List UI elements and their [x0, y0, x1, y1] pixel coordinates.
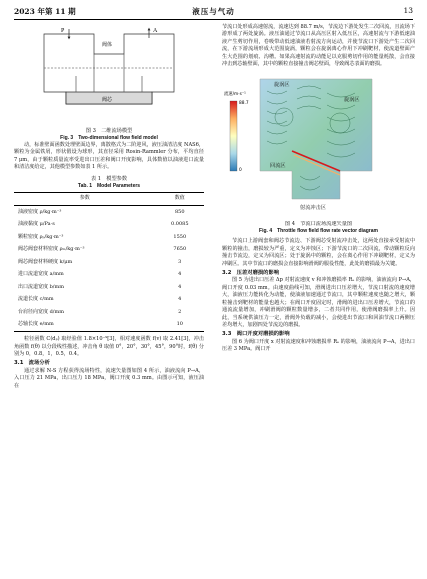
table-row	[14, 281, 204, 294]
right-paragraph-2: 节流口上游阀套和阀芯节流边、下游阀芯受射流冲击处，这两处直接承受射流中颗粒的撞击，磨损较为严重，定义为冲蚀区；下游节流口的二次回流，带动颗粒反向撞击节流边，定义为回流区；处于旋涡中的颗粒，会在离心作用下冲刷靶材，定义为冲刷区。其中节流口的磨损会直接影响滑阀的服役性能，此处的磨损最为关键。	[222, 238, 415, 267]
issue-label: 2023 年第 11 期	[14, 7, 76, 16]
left-column	[14, 24, 204, 390]
table1-title-en: Tab. 1 Model Parameters	[77, 182, 141, 189]
section-3-1-heading: 3.1 流场分析	[14, 360, 50, 367]
fig4-caption-en: Fig. 4 Throttle flow field flow rate vector diagram	[259, 228, 378, 235]
param-name: 颗粒密度 ρₚ/kg·m⁻³	[18, 233, 64, 240]
legend-min: 0	[239, 168, 242, 174]
table-row	[14, 219, 204, 232]
right-paragraph-3: 图 5 为进出口压差 Δp 对射流速度 v 和冲蚀磨损率 Rₑ 的影响，油液流向 P→A，阀口开度 0.03 mm。由速度曲线可知，滑阀进出口压差增大，节流口射流的速度增大，油液压力能转化为动能，使油液加速通过节流口，其中颗粒速度也随之增大，颗粒撞击到靶材的能量也越大；在阀口开度固定时，滑阀的进出口压差增大，节流口的通流流量增加，冲刷滑阀的颗粒数量增多，二者共同作用，使滑阀磨损率上升。因此，当系统供油压力一定，滑阀外负载的减小，会使进出节流口和回油节流口两侧压差均增大，加剧四处节流边的磨损。	[222, 277, 415, 328]
param-value: 4	[178, 296, 182, 303]
legend-max: 88.7	[239, 101, 249, 107]
journal-title: 液压与气动	[192, 7, 235, 16]
section-3-3-heading: 3.3 阀口开度对磨损的影响	[222, 331, 290, 338]
param-name: 出口流道宽度 b/mm	[18, 283, 64, 290]
table-row	[14, 319, 204, 332]
param-name: 油液密度 ρ/kg·m⁻³	[18, 208, 62, 215]
left-paragraph-3: 通过求解 N-S 方程获得流场特性，流速矢量图如图 4 所示，油液流向 P→A，入口压力 21 MPa，出口压力 18 MPa，阀口开度 0.3 mm。由图示可知，液压油在	[14, 367, 204, 389]
fig3-caption-cn: 图 3 二维流场模型	[85, 128, 133, 134]
param-name: 台肩径向宽度 d/mm	[18, 308, 64, 315]
param-value: 10	[156, 319, 204, 332]
header-rule	[14, 19, 413, 20]
param-name: 阀芯阀套材料密度 ρₘ/kg·m⁻³	[18, 246, 85, 253]
table-row	[14, 256, 204, 269]
table-row	[14, 306, 204, 319]
page-header	[14, 6, 413, 18]
param-value: 0.0085	[171, 221, 189, 228]
figure-3	[14, 24, 204, 128]
label-body: 阀体	[102, 42, 113, 48]
flow-field-model-diagram	[14, 24, 204, 128]
label-vortex-1: 旋涡区	[274, 82, 290, 89]
flow-vector-diagram	[222, 71, 415, 221]
figure-4	[222, 71, 415, 221]
table-row	[14, 269, 204, 282]
fig4-caption-cn: 图 4 节流口流场流速矢量图	[284, 221, 353, 228]
label-vortex-2: 旋涡区	[344, 97, 360, 104]
legend-title: 流速/m·s⁻¹	[224, 92, 246, 98]
section-3-2-heading: 3.2 压差对磨损的影响	[222, 270, 280, 277]
fig3-caption-en: Fig. 3 Two-dimensional flow field model	[60, 135, 158, 141]
param-value: 7650	[173, 246, 187, 253]
param-value: 3	[178, 258, 182, 265]
table1-title-cn: 表 1 模型参数	[90, 175, 128, 182]
label-outlet-a: A	[153, 28, 158, 34]
table-row	[14, 294, 204, 307]
table-row	[14, 206, 204, 219]
param-name: 芯轴长度 e/mm	[14, 319, 156, 332]
param-value: 1550	[173, 233, 187, 240]
param-value: 4	[178, 271, 182, 278]
left-paragraph-1: 动，标准壁面函数处理壁面边界，离散格式为二阶迎风，液压油清洁度 NAS6，颗粒为金属铁屑，形状假设为球形，其直径采用 Rosin-Rammler 分布，平均直径 7 μm，由于颗粒质量流率受进出口压差和阀口开度影响，具体数值以油液进口流量和清洁度给定，其他模型参数如表 1 所示。	[14, 142, 204, 171]
param-value: 850	[175, 208, 185, 215]
param-value: 2	[178, 308, 182, 315]
param-name: 流道长度 c/mm	[18, 296, 54, 303]
parameter-table	[14, 192, 204, 333]
right-paragraph-1: 节流口处形成高速射流，流速达到 88.7 m/s，节流边下游处发生二次回流，且流场下游形成了两处旋涡。液压油通过节流口从高压区射入低压区，高速射流与下游低速油液产生剪切作用，卷吸带动低速油液若射流方向运动，并使节流口下游处产生二次回流，在下游流场形成大范围旋涡，颗粒会在旋涡离心作用下冲刷靶材，使流道壁面产生大范围的划痕、沟槽。如果高速射流的动能足以克服剪切作用的能量耗散，会直接冲击到芯轴壁面，其中的颗粒直接撞击阀芯壁面，导致阀芯表面的磨损。	[222, 24, 415, 68]
right-paragraph-4: 图 6 为阀口开度 x 对射流速度和冲蚀磨损率 Rₑ 的影响，油液流向 P→A，进出口压差 3 MPa。阀口开	[222, 338, 415, 353]
right-column	[222, 24, 415, 354]
param-name: 进口流道宽度 a/mm	[18, 271, 64, 278]
table-header-param: 参数	[14, 192, 156, 206]
label-jet-impact: 射流冲击区	[300, 205, 326, 212]
page-number: 13	[403, 6, 413, 15]
table-row	[14, 244, 204, 257]
param-name: 阀芯阀套材料硬度 k/μm	[18, 258, 73, 265]
table-header-row	[14, 192, 204, 206]
velocity-color-bar	[230, 101, 237, 171]
label-spool: 阀芯	[102, 97, 113, 103]
param-value: 4	[178, 283, 182, 290]
param-name: 油液黏度 μ/Pa·s	[18, 221, 55, 228]
label-backflow: 回流区	[270, 163, 286, 170]
table-row	[14, 231, 204, 244]
table-header-value: 数值	[156, 192, 204, 206]
label-inlet-p: P	[61, 28, 65, 34]
left-paragraph-2: 粒径函数 C(dₚ) 取经验值 1.8×10⁻⁹[3]，相对速度函数 f(v) 取 2.41[3]，冲击角函数 f(θ) 以分段线性描述，冲击角 θ 取值 0°，20°，30°，45°，90°时，f(θ) 分别为 0，0.8，1，0.5，0.4。	[14, 336, 204, 357]
